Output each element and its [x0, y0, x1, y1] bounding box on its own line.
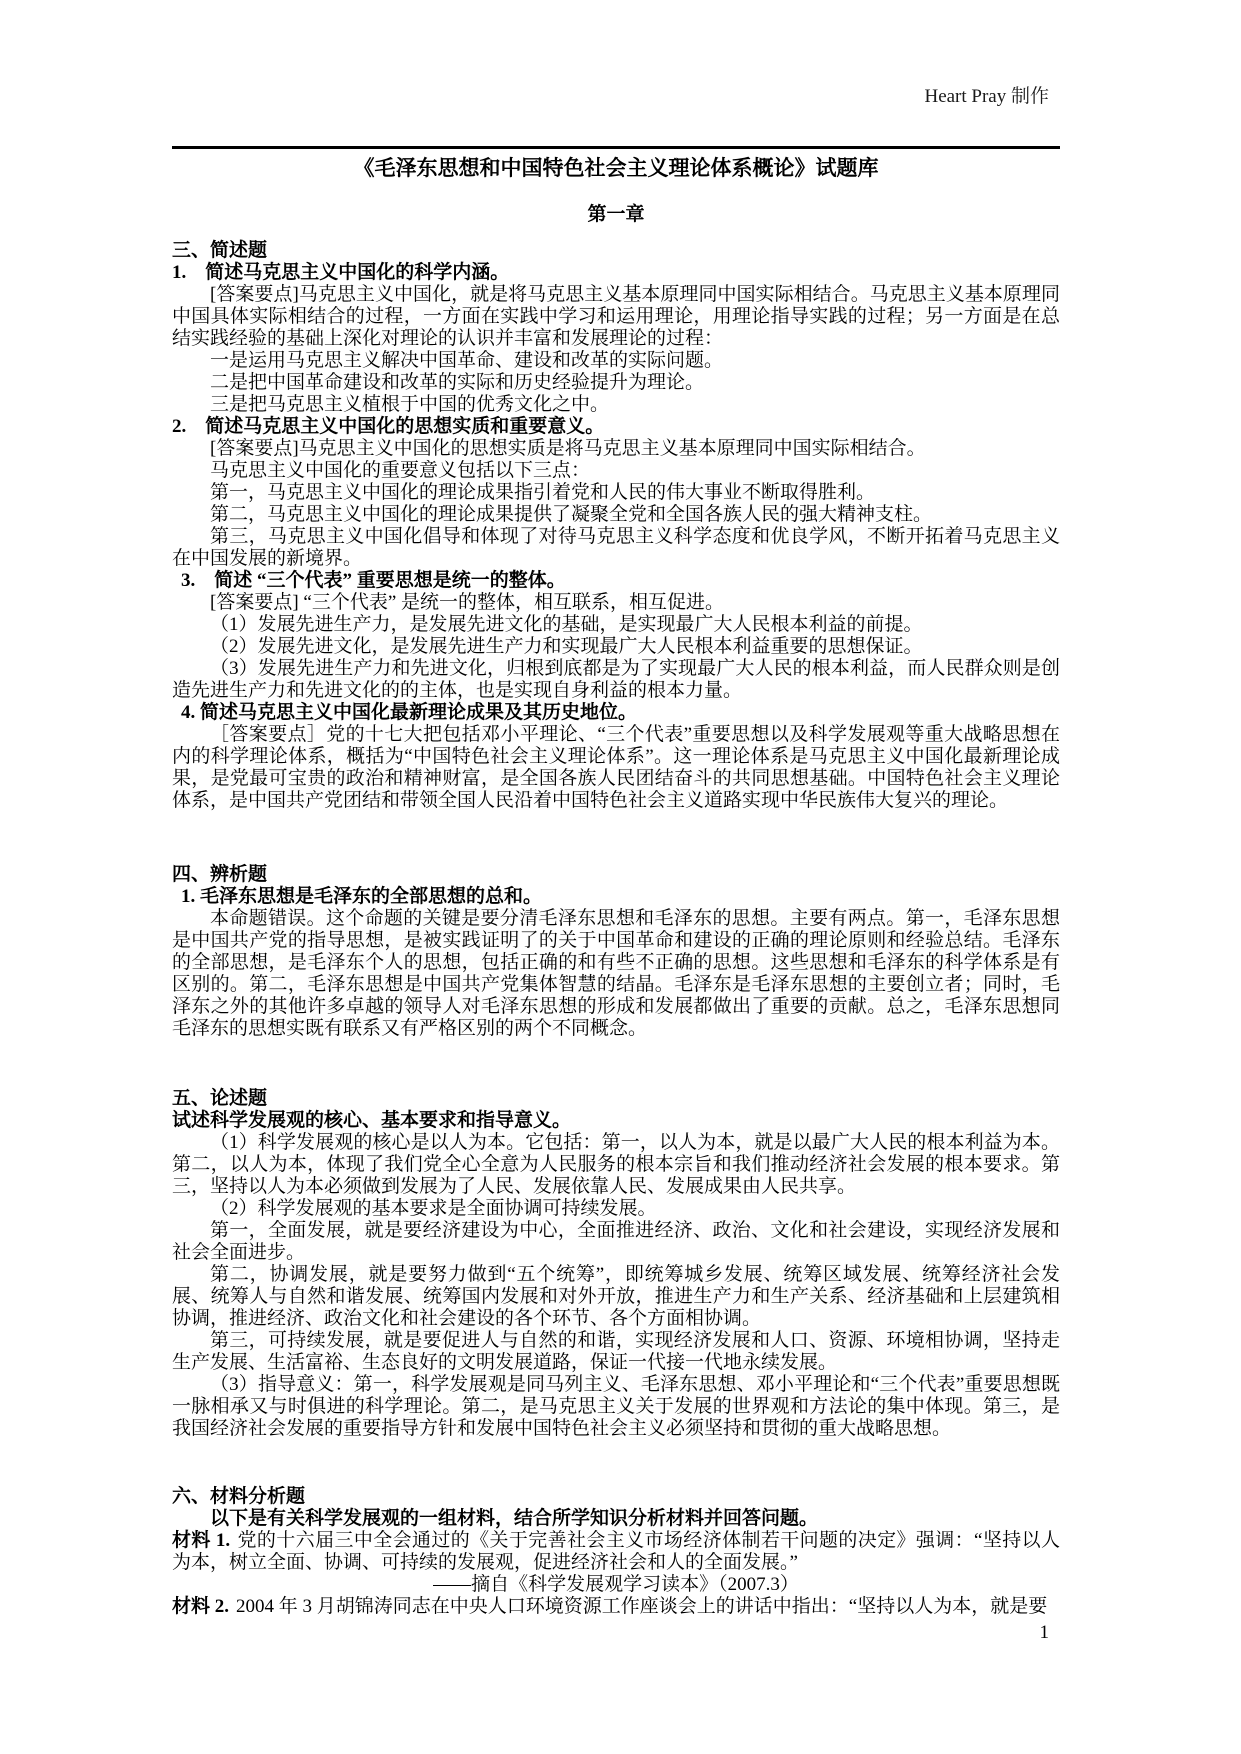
section-heading-essay: 五、论述题	[172, 1088, 268, 1109]
answer-paragraph: （2）科学发展观的基本要求是全面协调可持续发展。	[210, 1198, 657, 1219]
question-title: 1. 毛泽东思想是毛泽东的全部思想的总和。	[181, 886, 543, 907]
answer-paragraph: 三是把马克思主义植根于中国的优秀文化之中。	[210, 394, 610, 415]
doc-title: 《毛泽东思想和中国特色社会主义理论体系概论》试题库	[353, 156, 879, 180]
answer-paragraph: （3）发展先进生产力和先进文化，归根到底都是为了实现最广大人民的根本利益，而人民群众则是创造先进生产力和先进文化的的主体，也是实现自身利益的根本力量。	[172, 658, 1060, 701]
page-number: 1	[1039, 1622, 1049, 1643]
answer-paragraph: 第二，马克思主义中国化的理论成果提供了凝聚全党和全国各族人民的强大精神支柱。	[210, 504, 933, 525]
question-title: 4. 简述马克思主义中国化最新理论成果及其历史地位。	[181, 702, 638, 723]
header-rule	[172, 146, 1060, 149]
answer-paragraph: [答案要点]马克思主义中国化，就是将马克思主义基本原理同中国实际相结合。马克思主义基本原理同中国具体实际相结合的过程，一方面在实践中学习和运用理论，用理论指导实践的过程；另一方面是在总结实践经验的基础上深化对理论的认识并丰富和发展理论的过程：	[172, 284, 1060, 349]
question-title: 试述科学发展观的核心、基本要求和指导意义。	[172, 1110, 572, 1131]
answer-paragraph: 本命题错误。这个命题的关键是要分清毛泽东思想和毛泽东的思想。主要有两点。第一，毛泽东思想是中国共产党的指导思想，是被实践证明了的关于中国革命和建设的正确的理论原则和经验总结。毛泽东的全部思想，是毛泽东个人的思想，包括正确的和有些不正确的思想。这些思想和毛泽东的科学体系是有区别的。第二，毛泽东思想是中国共产党集体智慧的结晶。毛泽东是毛泽东思想的主要创立者；同时，毛泽东之外的其他许多卓越的领导人对毛泽东思想的形成和发展都做出了重要的贡献。总之，毛泽东思想同毛泽东的思想实既有联系又有严格区别的两个不同概念。	[172, 908, 1060, 1039]
section-heading-material-analysis: 六、材料分析题	[172, 1486, 306, 1507]
material-paragraph	[172, 1530, 1060, 1574]
section-heading-short-answer: 三、简述题	[172, 240, 268, 261]
material-source: ——摘自《科学发展观学习读本》（2007.3）	[433, 1574, 799, 1595]
answer-paragraph: 第一，全面发展，就是要经济建设为中心，全面推进经济、政治、文化和社会建设，实现经济发展和社会全面进步。	[172, 1220, 1060, 1263]
material-1-label: 材料 1.	[172, 1530, 231, 1551]
answer-paragraph: （1）发展先进生产力，是发展先进文化的基础，是实现最广大人民根本利益的前提。	[210, 614, 923, 635]
material-2-text: 2004 年 3 月胡锦涛同志在中央人口环境资源工作座谈会上的讲话中指出：“坚持以人为本，就是要	[236, 1596, 1048, 1617]
document-body	[172, 146, 1060, 1618]
material-1-text: 党的十六届三中全会通过的《关于完善社会主义市场经济体制若干问题的决定》强调：“坚持以人为本，树立全面、协调、可持续的发展观，促进经济社会和人的全面发展。”	[172, 1530, 1060, 1573]
question-title: 2. 简述马克思主义中国化的思想实质和重要意义。	[172, 416, 605, 437]
answer-paragraph: [答案要点]马克思主义中国化的思想实质是将马克思主义基本原理同中国实际相结合。	[210, 438, 926, 459]
material-2-label: 材料 2.	[172, 1596, 230, 1617]
answer-paragraph: ［答案要点］党的十七大把包括邓小平理论、“三个代表”重要思想以及科学发展观等重大战略思想在内的科学理论体系，概括为“中国特色社会主义理论体系”。这一理论体系是马克思主义中国化最新理论成果，是党最可宝贵的政治和精神财富，是全国各族人民团结奋斗的共同思想基础。中国特色社会主义理论体系，是中国共产党团结和带领全国人民沿着中国特色社会主义道路实现中华民族伟大复兴的理论。	[172, 724, 1060, 811]
question-title: 1. 简述马克思主义中国化的科学内涵。	[172, 262, 510, 283]
material-intro: 以下是有关科学发展观的一组材料，结合所学知识分析材料并回答问题。	[210, 1508, 819, 1529]
answer-paragraph: 第三，可持续发展，就是要促进人与自然的和谐，实现经济发展和人口、资源、环境相协调，坚持走生产发展、生活富裕、生态良好的文明发展道路，保证一代接一代地永续发展。	[172, 1330, 1060, 1373]
header-credit: Heart Pray 制作	[924, 86, 1049, 107]
answer-paragraph: [答案要点] “三个代表” 是统一的整体，相互联系，相互促进。	[210, 592, 725, 613]
section-heading-analysis: 四、辨析题	[172, 864, 268, 885]
answer-paragraph: 一是运用马克思主义解决中国革命、建设和改革的实际问题。	[210, 350, 724, 371]
answer-paragraph: （2）发展先进文化，是发展先进生产力和实现最广大人民根本利益重要的思想保证。	[210, 636, 923, 657]
answer-paragraph: 二是把中国革命建设和改革的实际和历史经验提升为理论。	[210, 372, 705, 393]
answer-paragraph: 马克思主义中国化的重要意义包括以下三点：	[210, 460, 591, 481]
answer-paragraph: 第一，马克思主义中国化的理论成果指引着党和人民的伟大事业不断取得胜利。	[210, 482, 876, 503]
material-paragraph	[172, 1596, 1060, 1618]
chapter-title: 第一章	[587, 204, 645, 225]
question-title: 3. 简述 “三个代表” 重要思想是统一的整体。	[181, 570, 566, 591]
answer-paragraph: 第三，马克思主义中国化倡导和体现了对待马克思主义科学态度和优良学风，不断开拓着马克思主义在中国发展的新境界。	[172, 526, 1060, 569]
answer-paragraph: （1）科学发展观的核心是以人为本。它包括：第一，以人为本，就是以最广大人民的根本利益为本。第二，以人为本，体现了我们党全心全意为人民服务的根本宗旨和我们推动经济社会发展的根本要求。第三，坚持以人为本必须做到发展为了人民、发展依靠人民、发展成果由人民共享。	[172, 1132, 1060, 1197]
answer-paragraph: （3）指导意义：第一，科学发展观是同马列主义、毛泽东思想、邓小平理论和“三个代表”重要思想既一脉相承又与时俱进的科学理论。第二，是马克思主义关于发展的世界观和方法论的集中体现。第三，是我国经济社会发展的重要指导方针和发展中国特色社会主义必须坚持和贯彻的重大战略思想。	[172, 1374, 1060, 1439]
answer-paragraph: 第二，协调发展，就是要努力做到“五个统筹”，即统筹城乡发展、统筹区域发展、统筹经济社会发展、统筹人与自然和谐发展、统筹国内发展和对外开放，推进生产力和生产关系、经济基础和上层建筑相协调，推进经济、政治文化和社会建设的各个环节、各个方面相协调。	[172, 1264, 1060, 1329]
